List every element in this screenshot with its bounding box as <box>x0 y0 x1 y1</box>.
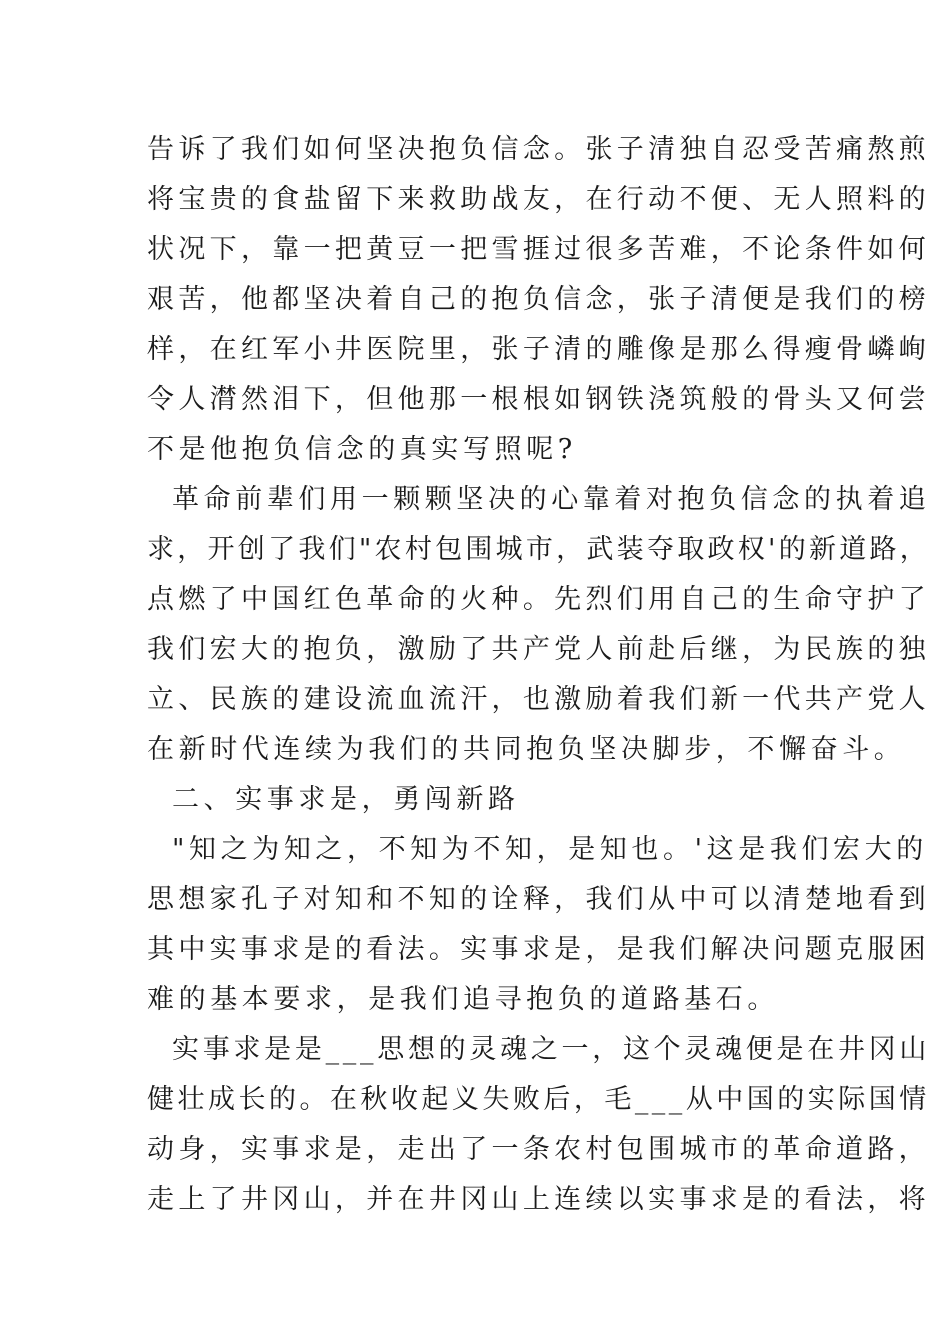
paragraph-line: 革命前辈们用一颗颗坚决的心靠着对抱负信念的执着追 <box>172 484 931 515</box>
paragraph-line: 其中实事求是的看法。实事求是，是我们解决问题克服困 <box>147 934 930 965</box>
paragraph-line: 求，开创了我们"农村包围城市，武装夺取政权'的新道路， <box>147 534 931 565</box>
paragraph-line: 在新时代连续为我们的共同抱负坚决脚步，不懈奋斗。 <box>147 734 906 765</box>
paragraph-line: 思想家孔子对知和不知的诠释，我们从中可以清楚地看到 <box>147 884 930 915</box>
paragraph-line: 我们宏大的抱负，激励了共产党人前赴后继，为民族的独 <box>147 634 930 665</box>
paragraph-line: 样，在红军小井医院里，张子清的雕像是那么得瘦骨嶙峋 <box>147 334 930 365</box>
paragraph-line: 不是他抱负信念的真实写照呢? <box>147 434 577 465</box>
paragraph-line: 点燃了中国红色革命的火种。先烈们用自己的生命守护了 <box>147 584 930 615</box>
paragraph-line: 立、民族的建设流血流汗，也激励着我们新一代共产党人 <box>147 684 930 715</box>
paragraph-line: 令人潸然泪下，但他那一根根如钢铁浇筑般的骨头又何尝 <box>147 384 930 415</box>
paragraph-line: 动身，实事求是，走出了一条农村包围城市的革命道路， <box>147 1134 930 1165</box>
paragraph-line: 状况下，靠一把黄豆一把雪捱过很多苦难，不论条件如何 <box>147 234 930 265</box>
paragraph-line: 告诉了我们如何坚决抱负信念。张子清独自忍受苦痛熬煎 <box>147 134 930 165</box>
section-heading: 二、实事求是，勇闯新路 <box>172 784 520 815</box>
paragraph-line: 走上了井冈山，并在井冈山上连续以实事求是的看法，将 <box>147 1184 930 1215</box>
paragraph-line: 实事求是是___思想的灵魂之一，这个灵魂便是在井冈山 <box>172 1034 931 1065</box>
paragraph-line: 健壮成长的。在秋收起义失败后，毛___从中国的实际国情 <box>147 1084 930 1115</box>
paragraph-line: 难的基本要求，是我们追寻抱负的道路基石。 <box>147 984 779 1015</box>
paragraph-line: 艰苦，他都坚决着自己的抱负信念，张子清便是我们的榜 <box>147 284 930 315</box>
paragraph-line: "知之为知之，不知为不知，是知也。'这是我们宏大的 <box>172 834 928 865</box>
paragraph-line: 将宝贵的食盐留下来救助战友，在行动不便、无人照料的 <box>147 184 930 215</box>
